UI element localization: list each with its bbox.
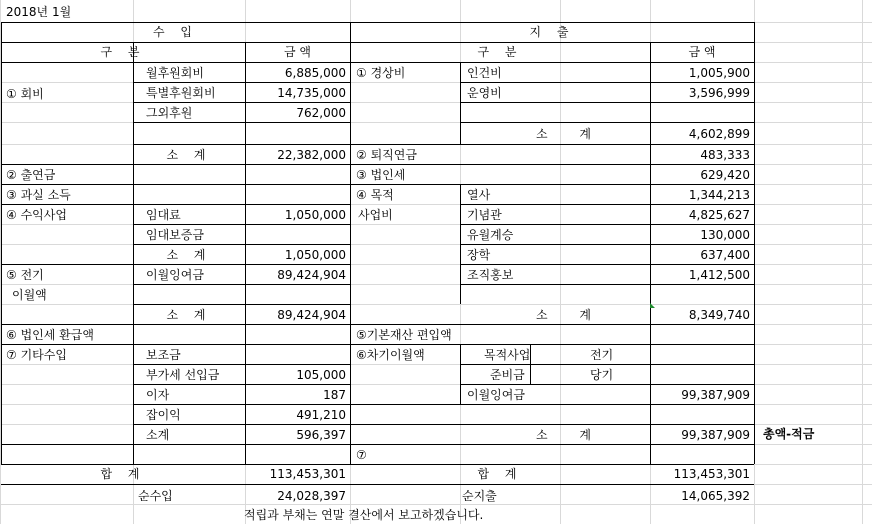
- subtotal-label: 소 계: [536, 428, 605, 442]
- income-amount: 762,000: [296, 106, 346, 120]
- income-amount: 89,424,904: [277, 268, 346, 282]
- expense-item: 열사: [467, 188, 491, 202]
- net-expense: 14,065,392: [681, 489, 750, 503]
- income-amount: 105,000: [296, 368, 346, 382]
- income-item: 임대보증금: [146, 228, 204, 242]
- income-total: 113,453,301: [269, 467, 346, 481]
- expense-item: 유월계승: [467, 228, 514, 242]
- purpose-label: ④ 목적: [356, 188, 394, 202]
- income-category-header: 구 분: [100, 45, 146, 59]
- income-item: 이월잉여금: [146, 268, 204, 282]
- subtotal-amount: 99,387,909: [681, 428, 750, 442]
- expense-total: 113,453,301: [673, 467, 750, 481]
- subtotal-label: 소 계: [166, 148, 212, 162]
- expense-amount: 483,333: [700, 148, 750, 162]
- gridline: [862, 0, 863, 524]
- expense-amount-header: 금 액: [688, 45, 716, 59]
- expense-item: 당기: [590, 368, 614, 382]
- income-total-label: 합 계: [100, 467, 146, 481]
- expense-item: 기념관: [467, 208, 502, 222]
- table-border: [754, 22, 755, 464]
- table-border: [1, 22, 2, 464]
- net-income-label: 순수입: [138, 489, 173, 503]
- expense-item: 전기: [590, 348, 614, 362]
- table-border: [460, 62, 461, 144]
- income-amount: 187: [323, 388, 346, 402]
- subtotal-label: 소 계: [166, 308, 212, 322]
- income-amount: 491,210: [296, 408, 346, 422]
- expense-amount: 1,005,900: [688, 66, 750, 80]
- income-item: 부가세 선입금: [146, 368, 220, 382]
- tax-refund-label: ⑥ 법인세 환급액: [6, 328, 94, 342]
- income-item: 보조금: [146, 348, 181, 362]
- item-seven-label: ⑦: [356, 448, 367, 462]
- retirement-label: ② 퇴직연금: [356, 148, 417, 162]
- expense-item: 조직홍보: [467, 268, 514, 282]
- expense-header: 지 출: [529, 25, 575, 39]
- subtotal-label: 소 계: [536, 308, 605, 322]
- footer-note: 적립과 부채는 연말 결산에서 보고하겠습니다.: [244, 508, 484, 522]
- sheet-title: 2018년 1월: [6, 5, 72, 19]
- expense-amount: 1,344,213: [688, 188, 750, 202]
- business-label: ④ 수익사업: [6, 208, 67, 222]
- income-amount: 14,735,000: [277, 86, 346, 100]
- income-amount: 1,050,000: [284, 208, 346, 222]
- income-item: 월후원회비: [146, 66, 204, 80]
- subtotal-amount: 22,382,000: [277, 148, 346, 162]
- expense-total-label: 합 계: [477, 467, 523, 481]
- expense-item: 장학: [467, 248, 491, 262]
- purpose-label-2: 사업비: [358, 208, 393, 222]
- expense-amount: 637,400: [700, 248, 750, 262]
- next-carry-label: ⑥차기이월액: [356, 348, 425, 362]
- corp-tax-label: ③ 법인세: [356, 168, 406, 182]
- gridline: [560, 0, 561, 524]
- operating-label: ① 경상비: [356, 66, 406, 80]
- table-border: [1, 484, 754, 485]
- income-amount: 6,885,000: [284, 66, 346, 80]
- expense-amount: 99,387,909: [681, 388, 750, 402]
- subtotal-amount: 4,602,899: [688, 127, 750, 141]
- expense-amount: 4,825,627: [688, 208, 750, 222]
- expense-amount: 3,596,999: [688, 86, 750, 100]
- expense-amount: 1,412,500: [688, 268, 750, 282]
- subtotal-amount: 1,050,000: [284, 248, 346, 262]
- income-item: 잡이익: [146, 408, 181, 422]
- side-note: 총액-적금: [763, 427, 815, 441]
- carryover-label-2: 이월액: [12, 288, 47, 302]
- net-expense-label: 순지출: [462, 489, 497, 503]
- income-item: 임대료: [146, 208, 181, 222]
- subtotal-amount: 596,397: [296, 428, 346, 442]
- contribution-label: ② 출연금: [6, 168, 56, 182]
- income-item: 그외후원: [146, 106, 193, 120]
- income-amount-header: 금 액: [284, 45, 311, 59]
- subtotal-label: 소 계: [536, 127, 605, 141]
- membership-label: ① 회비: [6, 87, 44, 101]
- interest-income-label: ③ 과실 소득: [6, 188, 71, 202]
- income-item: 특별후원회비: [146, 86, 216, 100]
- subtotal-amount: 8,349,740: [688, 308, 750, 322]
- expense-item: 이월잉여금: [467, 388, 525, 402]
- expense-item: 인건비: [467, 66, 502, 80]
- expense-amount: 629,420: [700, 168, 750, 182]
- net-income: 24,028,397: [277, 489, 346, 503]
- subtotal-amount: 89,424,904: [277, 308, 346, 322]
- expense-item: 운영비: [467, 86, 502, 100]
- expense-category-header: 구 분: [477, 45, 523, 59]
- expense-amount: 130,000: [700, 228, 750, 242]
- income-header: 수 입: [153, 25, 198, 39]
- table-border: [460, 122, 754, 123]
- capital-label: ⑤기본재산 편입액: [356, 328, 452, 342]
- other-income-label: ⑦ 기타수입: [6, 348, 67, 362]
- income-item: 이자: [146, 388, 170, 402]
- table-border: [460, 344, 461, 404]
- subtotal-label: 소 계: [166, 248, 212, 262]
- expense-item: 목적사업: [484, 348, 531, 362]
- carryover-label: ⑤ 전기: [6, 268, 44, 282]
- expense-item: 준비금: [490, 368, 525, 382]
- table-border: [350, 22, 351, 464]
- subtotal-label: 소계: [146, 428, 170, 442]
